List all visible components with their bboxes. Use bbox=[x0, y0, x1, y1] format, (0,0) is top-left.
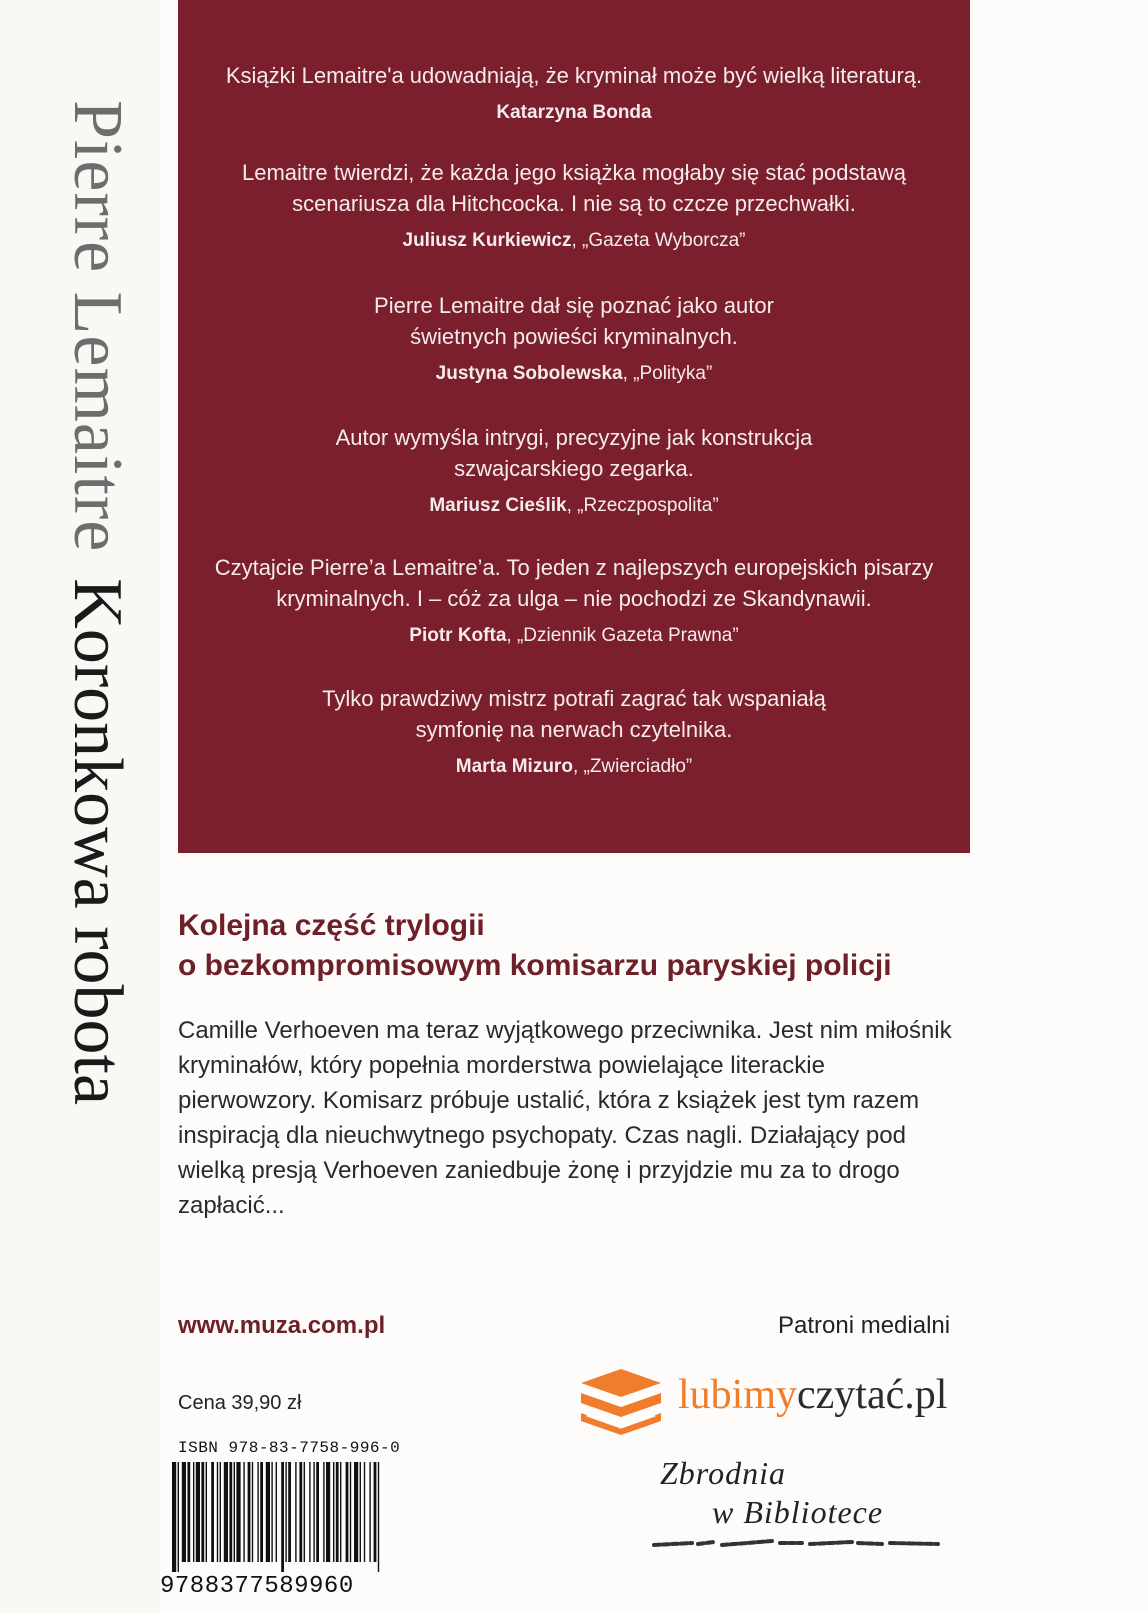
barcode-bar bbox=[236, 1462, 240, 1562]
publisher-website[interactable]: www.muza.com.pl bbox=[178, 1312, 386, 1339]
barcode-bar bbox=[248, 1462, 251, 1562]
quote-text: Czytajcie Pierre’a Lemaitre’a. To jeden z najlepszych europejskich pisarzy kryminalnych. I – cóż za ulga – nie pochodzi ze Skandynawii. bbox=[214, 555, 934, 611]
price: Cena 39,90 zł bbox=[178, 1392, 302, 1414]
barcode-bar bbox=[271, 1462, 272, 1562]
barcode-bar bbox=[182, 1462, 186, 1562]
barcode-bar bbox=[374, 1462, 377, 1562]
barcode-bar bbox=[336, 1462, 339, 1562]
barcode-bar bbox=[295, 1462, 296, 1562]
lubimyczytac-logo bbox=[575, 1363, 975, 1433]
quote-author: Mariusz Cieślik bbox=[429, 495, 567, 516]
barcode-bar bbox=[201, 1462, 204, 1562]
quote-text: Lemaitre twierdzi, że każda jego książka mogłaby się stać podstawą scenariusza dla Hitchcocka. I nie są to czcze przechwałki. bbox=[242, 160, 906, 216]
barcode-bar bbox=[172, 1462, 176, 1572]
spine-title: Koronkowa robota bbox=[59, 578, 136, 1106]
quote-author: Piotr Kofta bbox=[409, 625, 507, 646]
barcode-bar bbox=[350, 1462, 351, 1562]
barcode-bar bbox=[340, 1462, 341, 1562]
barcode-bar bbox=[211, 1462, 214, 1562]
barcode-bar bbox=[252, 1462, 253, 1562]
barcode-bar bbox=[313, 1462, 314, 1562]
spine-text bbox=[59, 100, 136, 1106]
barcode-bar bbox=[260, 1462, 263, 1562]
barcode-bar bbox=[288, 1462, 291, 1562]
barcode-bar bbox=[346, 1462, 349, 1562]
quote-source: , „Polityka” bbox=[622, 363, 713, 384]
barcode-bar bbox=[193, 1462, 194, 1562]
quote-1 bbox=[178, 60, 970, 125]
quote-source: , „Gazeta Wyborcza” bbox=[571, 230, 746, 251]
quote-source: , „Dziennik Gazeta Prawna” bbox=[506, 625, 739, 646]
barcode-bar bbox=[304, 1462, 305, 1562]
spine-author: Pierre Lemaitre bbox=[59, 100, 136, 553]
barcode-bar bbox=[281, 1462, 284, 1572]
review-quotes-panel bbox=[178, 0, 970, 853]
decorative-dashed-line bbox=[652, 1535, 942, 1551]
quote-text: Autor wymyśla intrygi, precyzyjne jak konstrukcja szwajcarskiego zegarka. bbox=[335, 425, 813, 481]
quote-5 bbox=[178, 552, 970, 648]
barcode-bar bbox=[196, 1462, 200, 1562]
quote-attribution bbox=[178, 494, 970, 518]
barcode-bar bbox=[299, 1462, 302, 1562]
barcode-bar bbox=[364, 1462, 365, 1562]
blurb-body: Camille Verhoeven ma teraz wyjątkowego przeciwnika. Jest nim miłośnik kryminałów, który popełnia morderstwa powielające literackie pierwowzory. Komisarz próbuje ustalić, która z książek jest tym razem inspiracją dla nieuchwytnego psychopaty. Czas nagli. Działający pod wielką presją Verhoeven zaniedbuje żonę i przyjdzie mu za to drogo zapłacić... bbox=[178, 1017, 952, 1219]
barcode-bar bbox=[220, 1462, 221, 1562]
zbrodnia-line-1: Zbrodnia bbox=[660, 1455, 786, 1491]
quote-author: Marta Mizuro bbox=[455, 756, 573, 777]
quote-2 bbox=[178, 157, 970, 253]
blurb-headline-line-1: Kolejna część trylogii bbox=[178, 909, 485, 942]
barcode-bar bbox=[234, 1462, 235, 1562]
barcode bbox=[160, 1462, 430, 1572]
quote-source: , „Rzeczpospolita” bbox=[566, 495, 719, 516]
quote-3 bbox=[178, 290, 970, 386]
blurb-headline-line-2: o bezkompromisowym komisarzu paryskiej policji bbox=[178, 949, 892, 982]
quote-6 bbox=[178, 683, 970, 779]
barcode-bar bbox=[243, 1462, 244, 1562]
quote-attribution bbox=[178, 624, 970, 648]
barcode-bar bbox=[257, 1462, 258, 1562]
isbn: ISBN 978-83-7758-996-0 bbox=[178, 1439, 401, 1457]
barcode-bar bbox=[316, 1462, 319, 1562]
barcode-bar bbox=[266, 1462, 270, 1562]
lubimyczytac-accent: lubimy bbox=[678, 1372, 798, 1418]
zbrodnia-line-2: w Bibliotece bbox=[712, 1494, 884, 1530]
barcode-bar bbox=[206, 1462, 207, 1562]
quote-author: Katarzyna Bonda bbox=[496, 102, 652, 123]
lubimyczytac-rest: czytać.pl bbox=[797, 1372, 948, 1418]
quote-text: Tylko prawdziwy mistrz potrafi zagrać tak wspaniałą symfonię na nerwach czytelnika. bbox=[322, 686, 826, 742]
barcode-bar bbox=[378, 1462, 379, 1572]
barcode-bar bbox=[229, 1462, 232, 1562]
barcode-bar bbox=[178, 1462, 179, 1572]
barcode-bar bbox=[333, 1462, 334, 1562]
barcode-digits: 9788377589960 bbox=[160, 1573, 354, 1600]
media-patrons-label: Patroni medialni bbox=[778, 1312, 951, 1339]
blurb-headline bbox=[178, 906, 968, 986]
barcode-bar bbox=[354, 1462, 358, 1562]
quote-text: Pierre Lemaitre dał się poznać jako autor świetnych powieści kryminalnych. bbox=[374, 293, 774, 349]
barcode-bar bbox=[326, 1462, 330, 1562]
quote-attribution bbox=[178, 362, 970, 386]
barcode-bar bbox=[360, 1462, 361, 1562]
barcode-bar bbox=[217, 1462, 218, 1562]
barcode-bar bbox=[276, 1462, 277, 1562]
books-stack-icon bbox=[575, 1363, 667, 1435]
quote-attribution bbox=[178, 101, 970, 125]
barcode-bar bbox=[187, 1462, 190, 1562]
zbrodnia-w-bibliotece-logo bbox=[660, 1455, 883, 1531]
quote-4 bbox=[178, 422, 970, 518]
quote-author: Juliusz Kurkiewicz bbox=[402, 230, 572, 251]
quote-text: Książki Lemaitre'a udowadniają, że kryminał może być wielką literaturą. bbox=[225, 63, 923, 88]
barcode-bar bbox=[285, 1462, 286, 1562]
quote-attribution bbox=[178, 229, 970, 253]
barcode-bar bbox=[323, 1462, 324, 1562]
quote-author: Justyna Sobolewska bbox=[435, 363, 623, 384]
barcode-bar bbox=[224, 1462, 228, 1562]
book-spine bbox=[0, 0, 160, 1613]
barcode-bar bbox=[369, 1462, 370, 1562]
quote-source: , „Zwierciadło” bbox=[572, 756, 693, 777]
quote-attribution bbox=[178, 755, 970, 779]
barcode-bar bbox=[309, 1462, 310, 1562]
lubimyczytac-wordmark bbox=[678, 1371, 947, 1419]
